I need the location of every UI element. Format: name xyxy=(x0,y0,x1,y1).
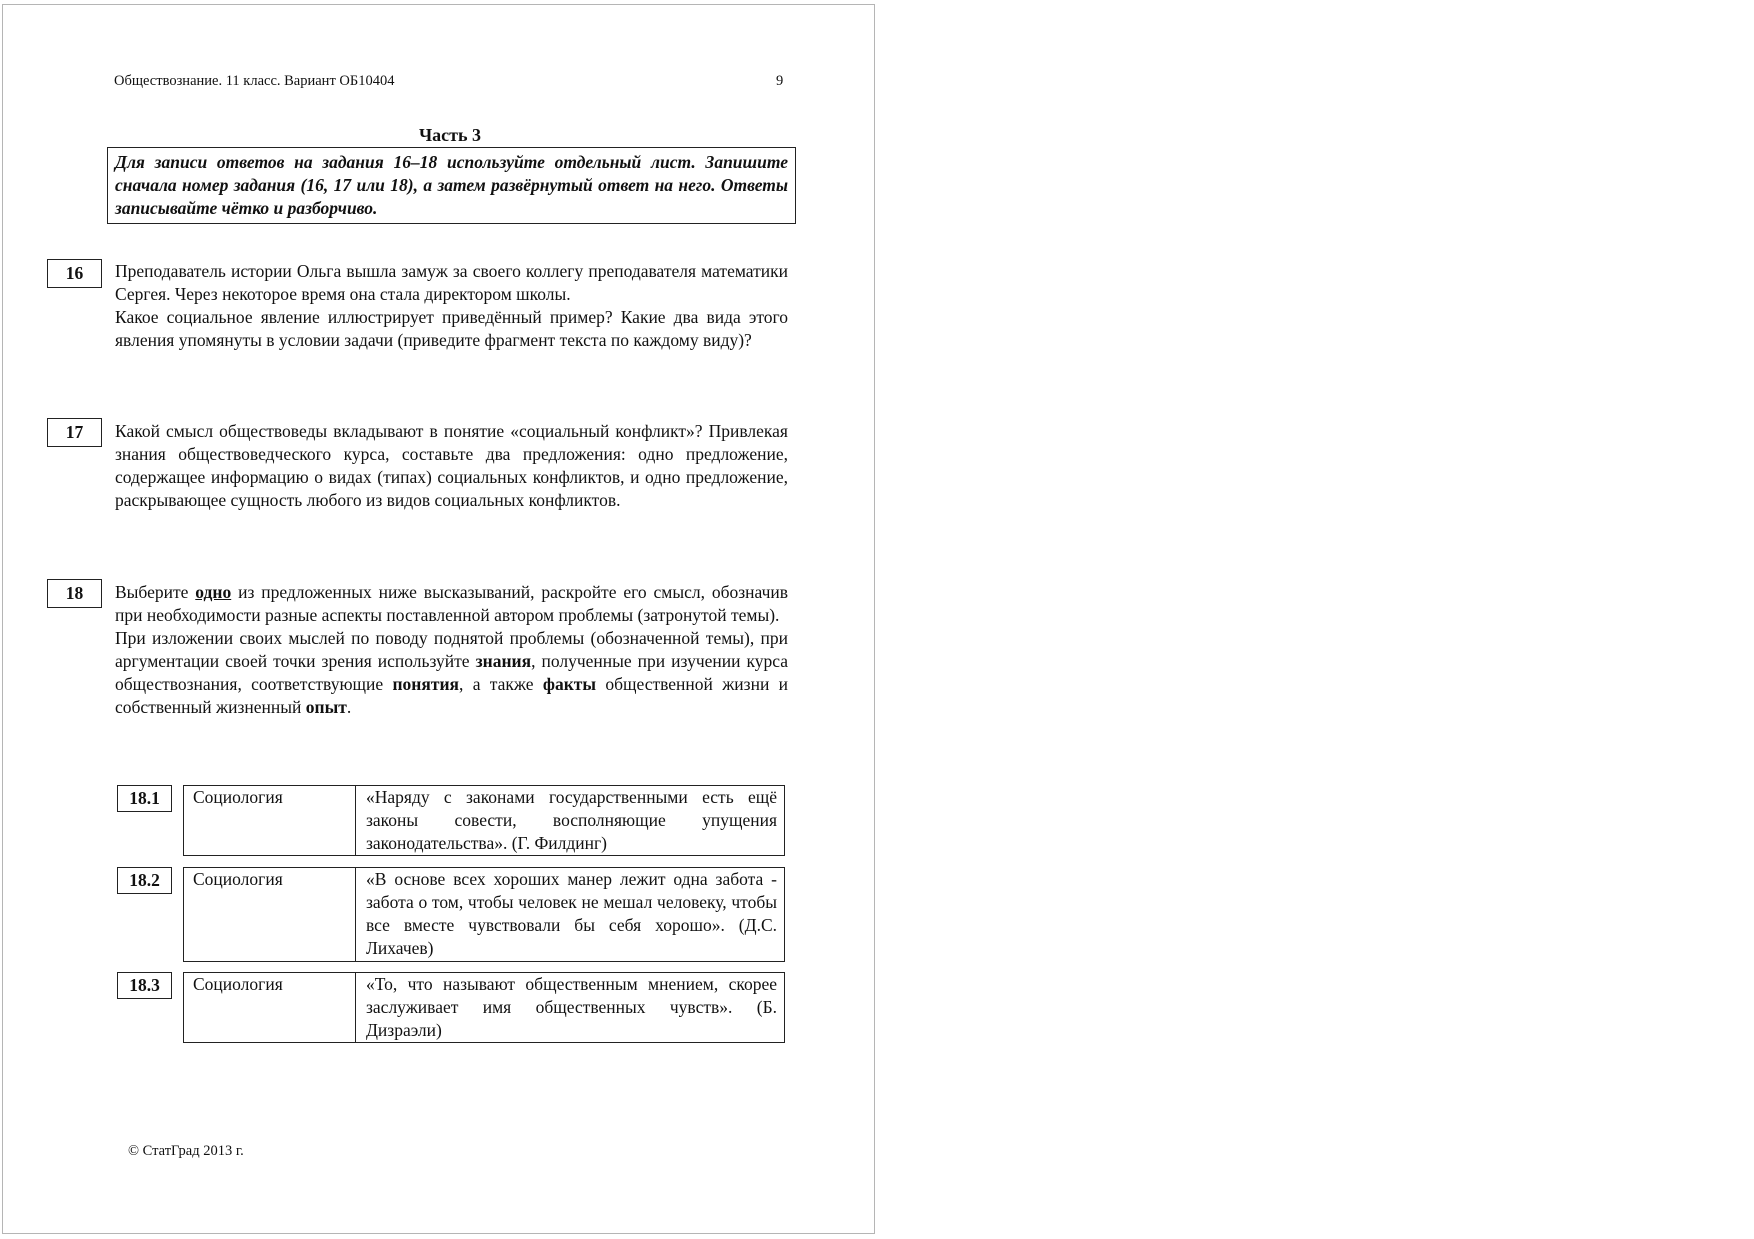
option-number-18-3: 18.3 xyxy=(117,972,172,999)
option-quote: «Наряду с законами государственными есть ещё законы совести, восполняющие упущения законодательства». (Г. Филдинг) xyxy=(366,787,777,853)
copyright-footer: © СтатГрад 2013 г. xyxy=(128,1143,244,1159)
page-number: 9 xyxy=(776,73,784,89)
task-16-question: Какое социальное явление иллюстрирует приведённый пример? Какие два вида этого явления упомянуты в условии задачи (приведите фрагмент текста по каждому виду)? xyxy=(115,307,788,350)
task-18-paragraph-2 xyxy=(115,627,788,719)
task-17-paragraph: Какой смысл обществоведы вкладывают в понятие «социальный конфликт»? Привлекая знания обществоведческого курса, составьте два предложения: одно предложение, содержащее информацию о видах (типах) социальных конфликтов, и одно предложение, раскрывающее сущность любого из видов социальных конфликтов. xyxy=(115,421,788,510)
task-18-text xyxy=(115,581,788,719)
task-17-text xyxy=(115,420,788,512)
emphasis-knowledge: знания xyxy=(475,651,532,671)
option-quote: «В основе всех хороших манер лежит одна забота - забота о том, чтобы человек не мешал человеку, чтобы все вместе чувствовали бы себя хорошо». (Д.С. Лихачев) xyxy=(366,869,777,958)
part-title: Часть 3 xyxy=(418,125,482,145)
page-header-title: Обществознание. 11 класс. Вариант ОБ10404 xyxy=(114,73,395,89)
option-18-1-table xyxy=(183,785,785,856)
task-number-16: 16 xyxy=(47,259,102,288)
document-page xyxy=(2,4,875,1234)
task-18-paragraph-1 xyxy=(115,581,788,627)
emphasis-facts: факты xyxy=(542,674,597,694)
option-18-3-table xyxy=(183,972,785,1043)
option-18-2-table xyxy=(183,867,785,962)
text-run: При изложении своих мыслей по поводу поднятой проблемы (обозначенной темы), при аргументации своей точки зрения используйте xyxy=(115,628,788,671)
option-quote: «То, что называют общественным мнением, скорее заслуживает имя общественных чувств». (Б. Дизраэли) xyxy=(366,974,777,1040)
task-16-paragraph: Преподаватель истории Ольга вышла замуж за своего коллегу преподавателя математики Сергея. Через некоторое время она стала директором школы. xyxy=(115,261,788,304)
text-run: из предложенных ниже высказываний, раскройте его смысл, обозначив при необходимости разные аспекты поставленной автором проблемы (затронутой темы). xyxy=(115,582,788,625)
option-topic: Социология xyxy=(184,868,356,961)
task-16-text xyxy=(115,260,788,352)
task-number-18: 18 xyxy=(47,579,102,608)
text-run: общественной жизни и собственный жизненный xyxy=(115,674,788,717)
emphasis-experience: опыт xyxy=(305,697,347,717)
emphasis-one: одно xyxy=(195,582,232,602)
text-run: Выберите xyxy=(115,582,196,602)
option-topic: Социология xyxy=(184,786,356,855)
text-run: . xyxy=(346,697,352,717)
instructions-box: Для записи ответов на задания 16–18 используйте отдельный лист. Запишите сначала номер задания (16, 17 или 18), а затем развёрнутый ответ на него. Ответы записывайте чётко и разборчиво. xyxy=(107,147,796,224)
option-number-18-2: 18.2 xyxy=(117,867,172,894)
text-run: , а также xyxy=(459,674,543,694)
emphasis-concepts: понятия xyxy=(392,674,459,694)
option-topic: Социология xyxy=(184,973,356,1042)
option-number-18-1: 18.1 xyxy=(117,785,172,812)
text-run: , полученные при изучении курса обществознания, соответствующие xyxy=(115,651,788,694)
task-number-17: 17 xyxy=(47,418,102,447)
